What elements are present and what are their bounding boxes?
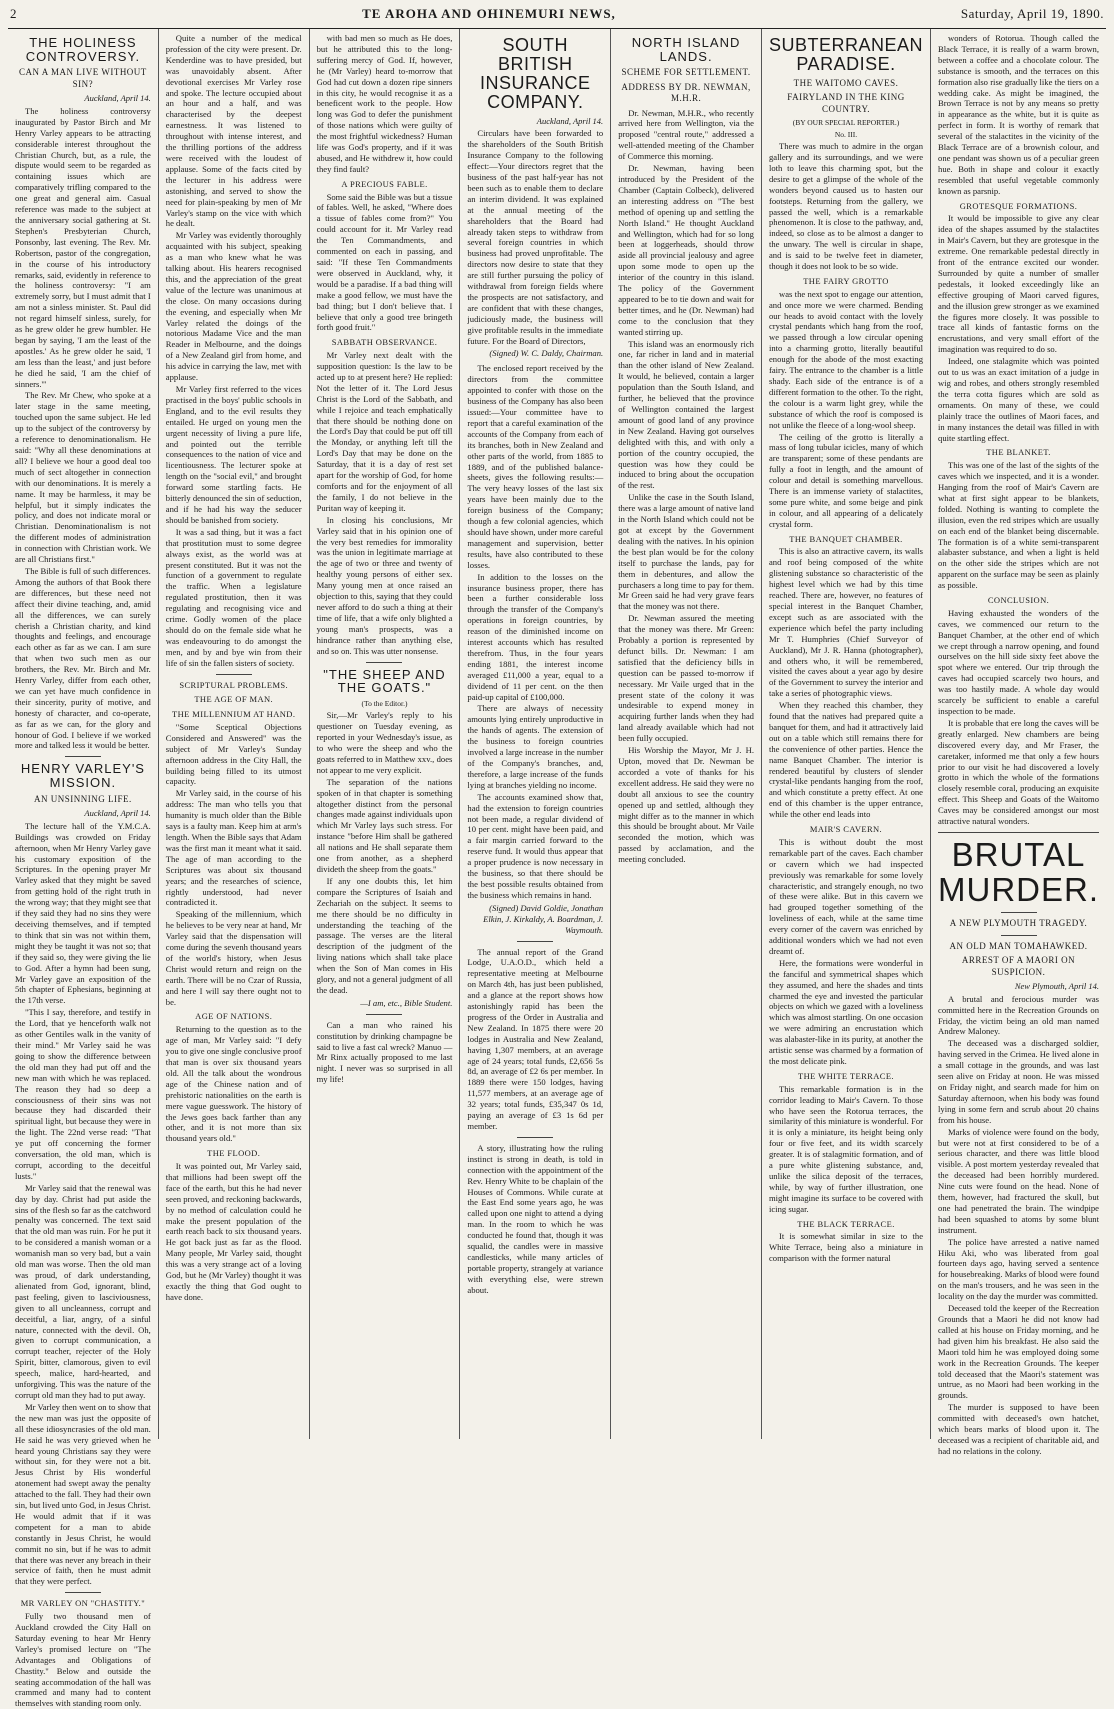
section-subheading: THE MILLENNIUM AT HAND. [172, 709, 296, 720]
article-subtitle: SCHEME FOR SETTLEMENT. [621, 67, 751, 78]
section-subheading: MAIR'S CAVERN. [809, 824, 883, 835]
divider [1001, 935, 1037, 936]
paragraph: This island was an enormously rich one, far richer in land and in material than the other island of New Zealand. It would, he believed, contain a larger population than the South Island, and further, he believed that the province of Wellington contained the largest amount of good land of any province in New Zealand. Having got ourselves delighted with this, and with only a portion of the country occupied, the question was how they could be induced to bring about the occupation of the rest. [618, 338, 754, 491]
signature: (Signed) David Goldie, Jonathan Elkin, J. Kirkaldy, A. Boardman, J. Waymouth. [483, 902, 604, 935]
paragraph: with bad men so much as He does, but he attributed this to the long-suffering mercy of God. If, however, he (Mr Varley) heard to-morrow that God had cut down a dozen ripe sinners in this city, he would recognise it as a beneficent work to the people. How long was God to defer the punishment of those nations which were guilty of the most frightful wickedness? Human life was God's property, and if it was abused, and He withdrew it, how could they find fault? [316, 33, 453, 174]
article-subtitle: FAIRYLAND IN THE KING COUNTRY. [787, 92, 905, 114]
article-title: THE HOLINESS CONTROVERSY. [25, 35, 141, 64]
section-subheading: GROTESQUE FORMATIONS. [959, 200, 1078, 211]
paragraph: It is probable that ere long the caves will be greatly enlarged. New chambers are being discovered every day, and Mr Fraser, the caretaker, informed me that only a few hours prior to our visit he had discovered a lovely grotto in which the whole of the formations closely resemble coral, producing an exquisite effect. This Sheep and Goats of the Waitomo Caves may be considered amongst our most attractive natural wonders. [938, 717, 1099, 827]
paragraph: The Rev. Mr Chew, who spoke at a later stage in the same meeting, touched upon the same subject. He led up to the subject of the controversy by a reference to denominationalism. He said: "Why all these denominations at all? I believe we hour a good deal too much of sect altogether in connection with our denominations. It is merely a name. It may be harmless, it may be helpful, but it simply indicates the policy, and does not indicate moral or Christian. Denominationalism is not the different modes of administration in connection with Christian work. We are all Christians first." [15, 390, 151, 565]
paragraph: The holiness controversy inaugurated by Pastor Birch and Mr Henry Varley appears to be attracting considerable interest throughout the Christian Church, but, as a rule, the dispute would seem to be regarded as containing issues which are comparatively trifling compared to the one great and general aim. Casual reference was made to the subject at the anniversary social gathering at St. Stephen's Presbyterian Church, Ponsonby, last evening. The Rev. Mr. Robertson, pastor of the congregation, in the course of his introductory remarks, said, evidently in reference to the holiness controversy: "I am extremely sorry, but I must admit that I am not a sinless minister. St. Paul did not regard himself sinless, surely, for as he grew older he grew humbler. He began by saying, 'I am the least of the apostles.' As he grew older he said, 'I am less than the least,' and just before he died he said, 'I am the chief of sinners.'" [15, 105, 151, 389]
newspaper-title: TE AROHA AND OHINEMURI NEWS, [362, 6, 616, 21]
dateline: Auckland, April 14. [84, 93, 151, 104]
divider [65, 756, 101, 757]
article-title: SCRIPTURAL PROBLEMS. [179, 679, 289, 690]
installment-number: No. III. [834, 129, 858, 139]
section-subheading: SABBATH OBSERVANCE. [331, 337, 438, 348]
divider [366, 662, 402, 663]
paragraph: was the next spot to engage our attention, and once more we were charmed. Bending our heads to avoid contact with the lovely crystal pendants which hang from the roof, we passed through a low circular opening into a charming grotto, literally beautiful enough for the abode of the most exacting fairy. The entrance to the chamber is a little shady. Each side of the entrance is of a different formation to the other. To the right, the colour is a warm light grey, while the substance of which the roof is composed is not unlike the fleece of a long-wool sheep. [768, 288, 924, 430]
paragraph: wonders of Rotorua. Though called the Black Terrace, it is really of a warm brown, between a coffee and a chocolate colour. The substance is smooth, and the terraces on this formation also rise gradually like the tiers on a wedding cake. As might be imagined, the Brown Terrace is not by any means so pretty in appearance as the white, but it is quite as perfect in form. It is worthy of remark that several of the stalactites in the vicinity of the Black Terrace are of a brownish colour, and one pendant was shown us of a peculiar green hue. Both in shape and colour it exactly resembled that useful vegetable commonly known as parsnip. [938, 33, 1099, 196]
paragraph: The separation of the nations spoken of in that chapter is something altogether distinct from the personal changes made against individuals upon which Mr Varley lays such stress. For instance "before Him shall be gathered all nations and He shall separate them one from another, as a shepherd divideth the sheep from the goats." [316, 776, 453, 874]
paragraph: Marks of violence were found on the body, but were not at first considered to be of a serious character, and there was little blood visible. A post mortem yesterday revealed that the deceased had been horribly murdered. Nine cuts were found on the head. None of them, however, had fractured the skull, but one had penetrated the brain. The windpipe had been squashed to atoms by some blunt instrument. [938, 1126, 1099, 1235]
article-subtitle: AN UNSINNING LIFE. [34, 793, 132, 804]
paragraph: "Some Sceptical Objections Considered and Answered" was the subject of Mr Varley's Sunday afternoon address in the City Hall, the building being filled to its utmost capacity. [165, 721, 302, 787]
paragraph: His Worship the Mayor, Mr J. H. Upton, moved that Dr. Newman be accorded a vote of thanks for his excellent address. He said they were no doubt all anxious to see the country opened up and settled, although they might differ as to the manner in which this should be brought about. Mr Vaile seconded the motion, which was passed by acclamation, and the meeting concluded. [618, 745, 754, 865]
article-title: "THE SHEEP AND THE GOATS." [323, 666, 446, 696]
column-2 [159, 29, 310, 1439]
paragraph: Dr. Newman, having been introduced by the President of the Chamber (Captain Colbeck), delivered an interesting address on "The best method of opening up and settling the North Island." He thought Auckland and Wellington, which had for so long been at loggerheads, should throw aside all provincial jealousy and agree upon some mode to open up the interior of the country in this island. The policy of the Government appeared to be to tie down and wait for better times, and he (Dr. Newman) had come to the conclusion that they wanted stirring up. [618, 163, 754, 337]
paragraph: "This I say, therefore, and testify in the Lord, that ye henceforth walk not as other Gentiles walk in the vanity of their mind." Mr Varley said he was going to show the difference between the old man they had put off and the new man with which he was replaced. The reason they had so deep a consciousness of their sins was not because they had discarded their spiritual light, but because they were in the light. The 22nd verse read: "That ye put off concerning the former conversation, the old man, which is corrupt, according to the deceitful lusts." [15, 1007, 151, 1181]
paragraph: The murder is supposed to have been committed with deceased's own hatchet, which bears marks of blood upon it. The deceased was a recipient of charitable aid, and had no relations in the colony. [938, 1402, 1099, 1456]
paragraph: Mr Varley next dealt with the supposition question: Is the law to be acted up to at present here? He replied: Not the letter of it. The Lord Jesus Christ is the Lord of the Sabbath, and while I rejoice and teach emphatically that there should be nothing done on the Lord's Day that could be put off till the Monday, or anything left till the Lord's Day that may be done on the Saturday, that it is a day of rest set apart for the worship of God, for home comforts and for the enjoyment of all the family, I do not believe in the Puritan way of keeping it. [316, 350, 453, 513]
masthead [8, 4, 1106, 29]
paragraph: This remarkable formation is in the corridor leading to Mair's Cavern. To those who have seen the Rotorua terraces, the similarity of this miniature is wonderful. For it is only a miniature, its height being only four or five feet, and its width scarcely greater. It is of stalagmitic formation, and of a pure white glistening substance, and, unlike the silica deposit of the terraces, while, by way of further illustration, one might imagine its surface to be covered with icing sugar. [768, 1083, 924, 1214]
section-subheading: THE BANQUET CHAMBER. [789, 533, 903, 544]
paragraph: Quite a number of the medical profession of the city were present. Dr. Kenderdine was to have presided, but was unavoidably absent. After devotional exercises Mr Varley rose and spoke. The lecture occupied about an hour and a half, and was characterised by the deepest earnestness. It was listened to throughout with intense interest, and the thrilling portions of the address were received with the loudest of applause. Some of the facts cited by the lecturer in his address were astonishing, and served to show the need for plain-speaking by men of Mr Varley's stamp on the vice with which he dealt. [165, 33, 302, 229]
column-1 [8, 29, 159, 1709]
paragraph: Sir,—Mr Varley's reply to his questioner on Tuesday evening, as reported in your Wednesday's issue, as to who were the sheep and who the goats referred to in Matthew xxv., does not appear to me very explicit. [316, 710, 453, 775]
paragraph: Here, the formations were wonderful in the fanciful and symmetrical shapes which they assumed, and here the shades and tints charmed the eye and invested the particular objects on which we gazed with a loveliness which was almost startling. On one occasion we were admiring an encrustation which was alabaster-like in its purity, at another the artistic sense was charmed by a formation of the most delicate pink. [768, 957, 924, 1067]
paragraph: This is without doubt the most remarkable part of the caves. Each chamber or cavern which we had inspected previously was remarkable for some lovely characteristic, and strangely enough, no two of these were alike. But in this cavern we had grouped together something of the loveliness of each, while at the same time every corner of the cavern was enriched by additional wonders which we had not even dreamt of. [768, 836, 924, 956]
section-subheading: CONCLUSION. [987, 595, 1050, 606]
article-subtitle: AN OLD MAN TOMAHAWKED. [949, 940, 1088, 951]
section-subheading: MR VARLEY ON "CHASTITY." [20, 1598, 146, 1609]
paragraph: Mr Varley said, in the course of his address: The man who tells you that humanity is much older than the Bible says is a faulty man. Keep him at arm's length. When the Bible says that Adam was the first man it meant what it said. The age of man according to the Scriptures was about six thousand years; and the researches of science, rightly understood, had never contradicted it. [165, 788, 302, 908]
paragraph: This is also an attractive cavern, its walls and roof being composed of the white glistening substance so characteristic of the highest level which we had by this time reached. There are, however, no features of special interest in the Banquet Chamber, except such as are associated with the experience which befel the party including Mr T. Humphries (Chief Surveyor of Auckland), Mr J. R. Hanna (photographer), and others who, it will be remembered, visited the caves about a year ago by desire of the Government to survey the interior and take a series of photographic views. [768, 546, 924, 699]
paragraph: There are always of necessity amounts lying entirely unproductive in the hands of agents. The extension of the business to foreign countries involved a large increase in the number of the Company's branches, and, therefore, a large increase of the funds lying at branches yielding no income. [467, 703, 604, 790]
paragraph: This was one of the last of the sights of the caves which we inspected, and it is a wonder. Hanging from the roof of Mair's Cavern are what at first sight appear to be blankets, folded. Nothing is wanting to complete the illusion, even the red stripes which are usually on each end of the blanket being discernable. The formation is of a white semi-transparent alabaster substance, and when a light is held on the other side the stripes which are not apparent on the surface may be seen as plainly as possible. [938, 460, 1099, 591]
paragraph: A story, illustrating how the ruling instinct is strong in death, is told in connection with the appointment of the Rev. Henry White to be chaplain of the Houses of Commons. While curate at the East End some years ago, he was called upon one night to attend a dying man. In the room to which he was conducted he found that, though it was squalid, the candles were in massive candlesticks, while many articles of portable property, strangely at variance with everything else, were strewn about. [467, 1142, 604, 1295]
article-title: SOUTH BRITISH INSURANCE COMPANY. [480, 35, 591, 112]
paragraph: Some said the Bible was but a tissue of fables. Well, he asked, "Where does a tissue of fables come from?" You could account for it. Mr Varley read the Ten Commandments, and commented on each in passing, and said: "If these Ten Commandments were observed in Auckland, why, it would be a paradise. If a bad thing will make a good fellow, we must have the bad thing; but I don't believe that. I believe that only a good tree bringeth forth good fruit." [316, 191, 453, 333]
column-3 [310, 29, 461, 1439]
paragraph: A brutal and ferocious murder was committed here in the Recreation Grounds on Friday, the victim being an old man named Andrew Maloney. [938, 993, 1099, 1037]
paragraph: Indeed, one stalagmite which was pointed out to us was an exact imitation of a judge in wig and robes, and others strongly resembled the terra cotta figures which are sold as ornaments. On many of these, we could plainly trace the outlines of Maori faces, and in many instances the detail was filled in with quite startling effect. [938, 356, 1099, 443]
paragraph: If any one doubts this, let him compare the Scriptures of Isaiah and Zechariah on the subject. It seems to me there should be no difficulty in understanding the teaching of the passage. The verses are the literal description of the judgment of the living nations which shall take place when the Son of Man comes in His glory, and not a general judgment of all the dead. [316, 875, 453, 995]
paragraph: The lecture hall of the Y.M.C.A. Buildings was crowded on Friday afternoon, when Mr Henry Varley gave his customary exposition of the Scriptures. In the opening prayer Mr Varley asked that they might be saved from getting hold of the right truth in the wrong way; that they might see that if they said they had no sins they were deceiving themselves, and if tempted to think that sin was not within them, might they be taught it was not so; that if they said so, they were giving the lie to God. After a hymn had been sung, Mr Varley gave an exposition of the 5th chapter of Ephesians, beginning at the 17th verse. [15, 820, 151, 1006]
dateline: Auckland, April 14. [536, 115, 604, 126]
paragraph: In addition to the losses on the insurance business proper, there has been a further considerable loss through the transfer of the Company's operations in foreign countries, by reason of the diminished income on interest accounts which has resulted therefrom. Thus, in the four years ending 1881, the interest income averaged £11,000 a year, equal to a dividend of 11 per cent. on the then paid-up capital of £100,000. [467, 571, 604, 702]
paragraph: Unlike the case in the South Island, there was a large amount of native land in the North Island which could not be got at except by the Government dealing with the natives. In his opinion the best plan would be for the colony itself to purchase the lands, pay for them in debentures, and allow the purchasers a long time to pay for them. Mr Green said he had very grave fears that the money was not there. [618, 492, 754, 612]
paragraph: Deceased told the keeper of the Recreation Grounds that a Maori he did not know had called at his house on Friday morning, and he had given him his breakfast. He also said the Maori told him he was employed doing some work in the Recreation Grounds. The keeper told deceased that the Maori's statement was untrue, as no Maori had been working in the grounds. [938, 1303, 1099, 1401]
paragraph: Speaking of the millennium, which he believes to be very near at hand, Mr Varley said that the dispensation will come during the sevenh thousand years of the world's history, when Jesus Christ would return and reign on the earth. There will be no Czar of Russia, and here I will say there ought not to be. [165, 909, 302, 1007]
article-title: BRUTAL MURDER. [938, 835, 1100, 908]
article-title: HENRY VARLEY'S MISSION. [20, 761, 145, 791]
paragraph: Dr. Newman, M.H.R., who recently arrived here from Wellington, via the proposed "central route," addressed a well-attended meeting of the Chamber of Commerce this morning. [618, 107, 754, 162]
paragraph: It was pointed out, Mr Varley said, that millions had been swept off the face of the earth, but this he had never seen proved, and reckoning backwards, by no method of calculation could he make the present population of the earth reach back to six thousand years. He got back just as far as the flood. Many people, Mr Varley said, thought this was a very strange act of a loving God, but he (Mr Varley) thought it was exactly the thing that God ought to have done. [165, 1161, 302, 1302]
divider [216, 674, 252, 675]
page-number: 2 [10, 6, 17, 21]
paragraph: When they reached this chamber, they found that the natives had prepared quite a banquet for them, and had it attractively laid out on a table which still remains there for the convenience of other parties. Hence the name Banquet Chamber. The interior is rendered beautiful by clusters of slender crystal-like pendants hanging from the roof, and which constitute a pretty effect. At one end of this chamber is the upper entrance, while the other end leads into [768, 700, 924, 820]
column-5 [611, 29, 762, 1439]
paragraph: Can a man who rained his constitution by drinking champagne be said to live a fast cal wreck? Manuo — Mr Rinx actually proposed to me last night. I never was so surprised in all my life! [316, 1019, 453, 1085]
section-subheading: THE WHITE TERRACE. [798, 1070, 894, 1081]
article-subtitle: ARREST OF A MAORI ON SUSPICION. [961, 955, 1076, 977]
column-4 [460, 29, 611, 1439]
article-subtitle: THE WAITOMO CAVES. [793, 77, 899, 88]
column-6 [762, 29, 931, 1439]
paragraph: It would be impossible to give any clear idea of the shapes assumed by the stalactites in Mair's Cavern, but they are grotesque in the extreme. One remarkable pedestal directly in front of the entrance excited our wonder. Surrounded by quite a number of smaller pedestals, it looked exceedingly like an effective grouping of Maori carved figures, and the illusion grew stronger as we examined the figures more closely. It was possible to trace all kinds of fantastic forms on the encrustations, and very small effort of the imagination was required to do so. [938, 213, 1099, 355]
paragraph: Mr Varley was evidently thoroughly acquainted with his subject, speaking as a man who knew what he was talking about. His hearers recognised this, and the appreciation of the great value of the lecture was unanimous at the close. On many occasions during the evening, and especially when Mr Varley related the doings of the notorious Madame Vice and the man Reader in Melbourne, and the doings of a New Zealand girl from home, and his advice in carrying the law, met with applause. [165, 230, 302, 383]
paragraph: Having exhausted the wonders of the caves, we commenced our return to the Banquet Chamber, at the other end of which we crept through a narrow opening, and found ourselves on the hill side sixty feet above the spot where we entered. Our trip through the caves had occupied scarcely two hours, and was too hastily made. A whole day would scarcely be sufficient to enable a careful inspection to be made. [938, 607, 1099, 716]
paragraph: Fully two thousand men of Auckland crowded the City Hall on Saturday evening to hear Mr Henry Varley's promised lecture on "The Advantages and Obligations of Chastity." Below and outside the seating accommodation of the hall was crammed and many had to content themselves with standing room only. [15, 1611, 151, 1709]
paragraph: The enclosed report received by the directors from the committee appointed to confer with those on the business of the Company has also been issued:—Your committee have to report that a careful examination of the accounts of the Company from each of its branches, both in New Zealand and other parts of the world, from 1885 to 1889, and of the published balance-sheets, gives the following results:—The very heavy losses of the last six years have been mainly due to the foreign business of the Company; though a few colonial agencies, which should have shown, under more careful management and supervision, better results, have also contributed to these losses. [467, 363, 604, 570]
paragraph: The ceiling of the grotto is literally a mass of long tubular icicles, many of which are transparent; some of these pendants are fully a foot in length, and the amount of colour and detail is something marvellous. There is an immense variety of stalactites, some pure white, and some beige and pink in colour, and all appearing of a delicately crystal form. [768, 431, 924, 529]
paragraph: In closing his conclusions, Mr Varley said that in his opinion one of the very best remedies for immorality was the union in legitimate marriage at the age of two or three and twenty of healthy young persons of either sex. Many young men at once raised an objection to this, saying that they could never afford to do such a thing at their time of life, that a wife only blighted a young man's prospects, was a hindrance rather than anything else, and so on. This was utter nonsense. [316, 514, 453, 656]
section-subheading: THE BLACK TERRACE. [797, 1218, 895, 1229]
article-subtitle: A NEW PLYMOUTH TRAGEDY. [949, 918, 1088, 929]
article-subtitle: ADDRESS BY DR. NEWMAN, M.H.R. [621, 81, 751, 104]
signature: —I am, etc., Bible Student. [360, 997, 453, 1008]
signature: (Signed) W. C. Daldy, Chairman. [489, 348, 604, 359]
divider [366, 1014, 402, 1015]
paragraph: It was a sad thing, but it was a fact that prostitution must to some degree always exist, as the world was at present constituted. But it was not the function of a government to regulate the traffic. When a legislature regulated prostitution, then it was regulating and recognising vice and crime. Godly women of the place should do on the female side what he was endeavouring to do amongst the men, and by and bye win from their life of sin the fallen sisters of society. [165, 526, 302, 668]
paragraph: There was much to admire in the organ gallery and its surroundings, and we were loth to leave this charming spot, but the desire to get a glimpse of the whole of the wonders beyond caused us to hasten our footsteps. Returning from the gallery, we passed the well, which is a remarkable phenomenon. It is close to the pathway, and, indeed, so close as to be almost a danger to the unwary. The well is circular in shape, and is said to be twelve feet in diameter, though it does not look to be so wide. [768, 141, 924, 272]
paragraph: Dr. Newman assured the meeting that the money was there. Mr Green: Probably a portion is represented by defunct bills. Dr. Newman: I am satisfied that the deficiency bills in question can be passed to-morrow if necessary. Mr Vaile urged that in the present state of the colony it was undesirable to expend money in acquiring further lands when they had land already available which had not been fully occupied. [618, 613, 754, 744]
divider [938, 832, 1099, 833]
paragraph: The accounts examined show that, had the extension to foreign countries not been made, a regular dividend of 10 per cent. might have been paid, and a fair margin carried forward to the reserve fund. It would thus appear that a proper prudence is now necessary in the business, so that there should be the best possible results obtained from the business which remains in hand. [467, 791, 604, 900]
paragraph: The police have arrested a native named Hiku Aki, who was liberated from goal fourteen days ago, having served a sentence for housebreaking. Marks of blood were found on the man's trousers, and he was seen in the locality on the day the murder was committed. [938, 1236, 1099, 1302]
columns [8, 29, 1106, 1709]
section-subheading: THE FLOOD. [207, 1148, 261, 1159]
article-title: NORTH ISLAND LANDS. [631, 35, 741, 64]
divider [1001, 912, 1037, 913]
dateline: New Plymouth, April 14. [1014, 980, 1099, 991]
divider [517, 1137, 553, 1138]
byline: (To the Editor.) [361, 698, 408, 708]
article-title: SUBTERRANEAN PARADISE. [768, 35, 924, 74]
section-subheading: A PRECIOUS FABLE. [341, 178, 428, 189]
article-subtitle: CAN A MAN LIVE WITHOUT SIN? [18, 67, 147, 89]
section-subheading: THE BLANKET. [986, 447, 1051, 458]
divider [65, 1592, 101, 1593]
paragraph: Mr Varley said that the renewal was day by day. Christ had put aside the sins of the flesh so far as the catchword penalty was concerned. The text said that the old man was ruin. For he put it to be considered a manish woman or a womanish man so very bad, but a vain old man was worse. Then the old man was proud, of dark understanding, alienated from God, ignorant, blind, past feeling, given to lasciviousness, given to all uncleanness, corrupt and deceitful, a liar, angry, of a sinful nature, connected with the devil. Oh, given to corrupt communication, a corrupt teacher, rejecter of the Holy Spirit, bitter, clamorous, given to evil speech, malice, hard-hearted, and unforgiving. This was the nature of the corrupt old man they had to put away. [15, 1182, 151, 1400]
divider [517, 941, 553, 942]
section-subheading: THE AGE OF MAN. [194, 694, 274, 705]
paragraph: The annual report of the Grand Lodge, U.A.O.D., which held a representative meeting at Melbourne on March 4th, has just been published, and a glance at the report shows how astonishingly rapid has been the progress of the Order in Australia and New Zealand. In 1875 there were 20 lodges in Australia and New Zealand, having 1,307 members, at an average age of 24 years; total funds, £2,656 5s 8d, an average of £2 6s per member. In 1889 there were 150 lodges, having 11,577 members, at an average age of 32 years; total funds, £35,347 0s 1d, paying an average of £3 1s 6d per member. [467, 946, 604, 1131]
byline: (BY OUR SPECIAL REPORTER.) [792, 118, 900, 128]
paragraph: The Bible is full of such differences. Among the authors of that Book there are differences, but these need not affect their divine teaching, and, amid all the differences, we can surely cherish a Christian charity, and kind thoughts and feelings, and encourage each other as far as we can. I am sure that when two such men as our brothers, the Rev. Mr. Birch and Mr. Henry Varley, differ from each other, we can yet have much confidence in their sincerity, purity of motive, and honesty of character, and co-operate, as far as we can, for the glory and honour of God. I believe if we worked more and talked less it would be better. [15, 565, 151, 751]
column-7 [931, 29, 1106, 1456]
paragraph: Circulars have been forwarded to the shareholders of the South British Insurance Company to the following effect:—Your directors regret that the business of the past half-year has not been such as to enable them to declare an interim dividend. It was explained at the annual meeting of the shareholders that the Board had already taken steps to withdraw from several foreign countries in which business had proved unprofitable. The directors now desire to state that they are still further pursuing the policy of withdrawal from foreign fields where the prospects are not satisfactory, and are confident that with these changes, judiciously made, the business will give profitable results in the immediate future. For the Board of Directors, [467, 128, 604, 346]
section-subheading: THE FAIRY GROTTO [803, 275, 889, 286]
paragraph: Returning to the question as to the age of man, Mr Varley said: "I defy you to give one single conclusive proof that man is over six thousand years old. All the talk about the wondrous age of the Chinese nation and of prehistoric nationalities on the earth is mere vague guesswork. The history of the Jews goes back farther than any other, and it is not more than six thousand years old." [165, 1024, 302, 1144]
issue-date: Saturday, April 19, 1890. [960, 6, 1104, 21]
paragraph: Mr Varley first referred to the vices practised in the boys' public schools in England, and to the evil results they entailed. He urged on young men the urgent necessity of living a pure life, and pointed out the terrible consequences to the nation of vice and licentiousness. The lecturer spoke at length on the "social evil," and brought forward some startling facts. He bitterly denounced the sin of seduction, and if he had his way the seducer should be banished from society. [165, 384, 302, 525]
dateline: Auckland, April 14. [84, 808, 151, 819]
paragraph: It is somewhat similar in size to the White Terrace, being also a miniature in comparison with the former natural [768, 1231, 924, 1264]
paragraph: The deceased was a discharged soldier, having served in the Crimea. He lived alone in a small cottage in the grounds, and was last seen alive on Friday at noon. He was missed on Friday night, and search made for him on Saturday afternoon, when his body was found lying in some fern and scrub about 20 chains from his house. [938, 1038, 1099, 1125]
paragraph: Mr Varley then went on to show that the new man was just the opposite of all these idiosyncrasies of the old man. He said he was very grieved when he heard young Christians say they were without sin, for they were not a bit. Jesus Christ by His wonderful atonement had swept away the penalty attached to the fall. They had their own sin, but lived unto God, in Jesus Christ. He would admit that if it was competent for a man to abide constantly in Jesus Christ, he would commit no sin, but if he was to admit that there was never any breach in their service of faith, then he must admit that they were perfect. [15, 1401, 151, 1587]
section-subheading: AGE OF NATIONS. [195, 1011, 273, 1022]
